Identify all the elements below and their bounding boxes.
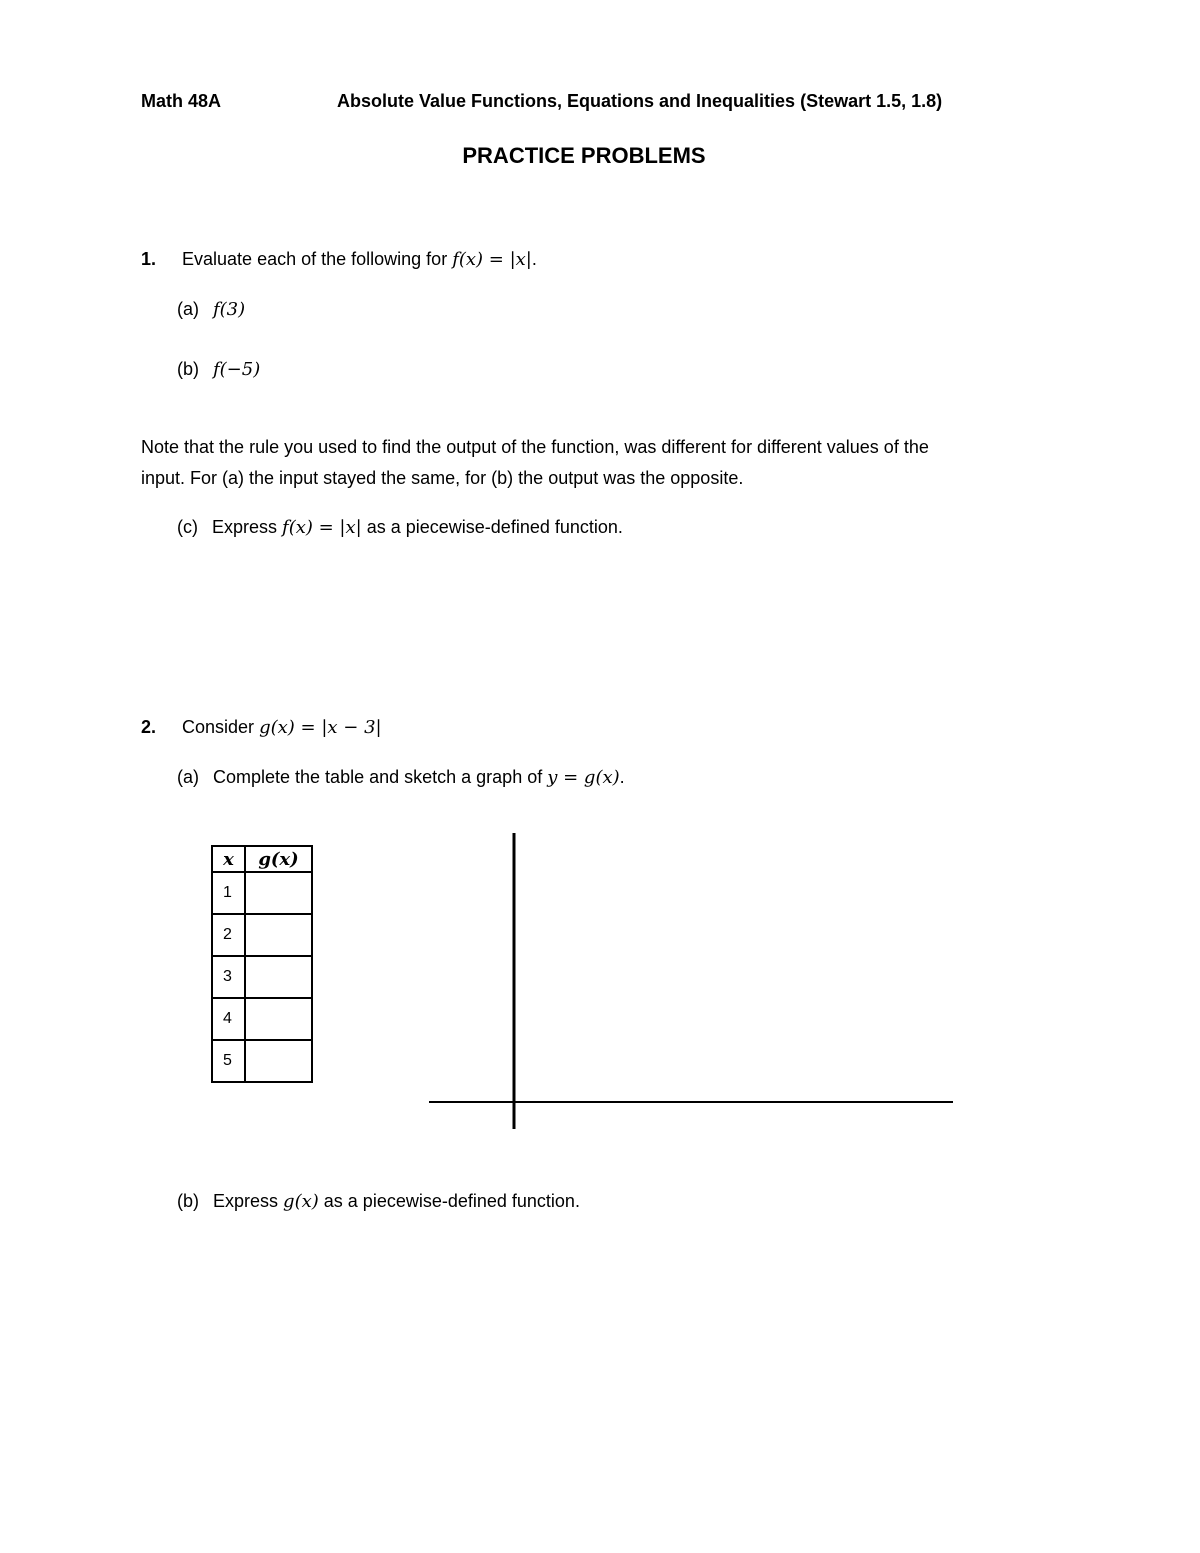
table-cell-gx-blank[interactable] <box>245 956 312 998</box>
problem1-part-c-pre: Express <box>212 517 278 537</box>
table-cell-gx-blank[interactable] <box>245 1040 312 1082</box>
problem1-part-c-math: f(x) = |x| <box>282 517 362 538</box>
problem2-part-b-math: g(x) <box>283 1191 319 1212</box>
page-title: PRACTICE PROBLEMS <box>462 143 706 168</box>
table-cell-x: 5 <box>212 1040 245 1082</box>
table-cell-gx-blank[interactable] <box>245 998 312 1040</box>
problem2-part-a-label: (a) <box>177 767 199 787</box>
table-row <box>212 914 312 956</box>
table-cell-x: 4 <box>212 998 245 1040</box>
problem1-part-c-post: as a piecewise-defined function. <box>366 517 623 537</box>
problem2-prompt-text: Consider <box>182 717 255 737</box>
problem1-part-a <box>177 299 245 320</box>
problem2-part-a-math: y = g(x) <box>547 767 620 788</box>
problem1-part-b <box>177 359 260 380</box>
problem1-prompt-text: Evaluate each of the following for <box>182 249 448 269</box>
table-header-x: x <box>212 846 245 872</box>
problem1-prompt <box>141 249 537 270</box>
topic-text: Absolute Value Functions, Equations and Inequalities <box>337 91 796 111</box>
problem1-part-c-label: (c) <box>177 517 198 537</box>
problem1-prompt-math: f(x) = |x| <box>452 249 532 270</box>
problem2-part-a <box>177 767 625 788</box>
table-cell-x: 3 <box>212 956 245 998</box>
problem1-note-line1: Note that the rule you used to find the output of the function, was different for different values of the <box>141 437 929 457</box>
problem1-part-b-label: (b) <box>177 359 199 379</box>
table-cell-gx-blank[interactable] <box>245 872 312 914</box>
problem1-note-line2: input. For (a) the input stayed the same, for (b) the output was the opposite. <box>141 468 744 488</box>
graph-axes[interactable] <box>420 825 960 1135</box>
course-label: Math 48A <box>141 91 222 111</box>
problem2-part-a-text: Complete the table and sketch a graph of <box>213 767 543 787</box>
problem1-part-a-math: f(3) <box>213 299 246 320</box>
table-row <box>212 998 312 1040</box>
table-cell-x: 1 <box>212 872 245 914</box>
table-header-row <box>212 846 312 872</box>
problem2-part-a-end: . <box>619 767 625 787</box>
values-table <box>211 845 313 1083</box>
problem1-part-a-label: (a) <box>177 299 199 319</box>
problem2-prompt <box>141 717 382 738</box>
table-header-gx: g(x) <box>245 846 312 872</box>
problem1-part-b-math: f(−5) <box>213 359 261 380</box>
problem1-prompt-end: . <box>531 249 537 269</box>
problem2-number: 2. <box>141 717 157 737</box>
table-cell-gx-blank[interactable] <box>245 914 312 956</box>
table-row <box>212 1040 312 1082</box>
problem2-part-b-pre: Express <box>213 1191 279 1211</box>
table-cell-x: 2 <box>212 914 245 956</box>
header-topic <box>337 91 942 112</box>
problem2-part-b-label: (b) <box>177 1191 199 1211</box>
table-row <box>212 872 312 914</box>
problem2-part-b-post: as a piecewise-defined function. <box>323 1191 580 1211</box>
problem2-prompt-math: g(x) = |x − 3| <box>259 717 382 738</box>
problem2-part-b <box>177 1191 580 1212</box>
table-row <box>212 956 312 998</box>
reference-text: (Stewart 1.5, 1.8) <box>800 91 943 111</box>
problem1-number: 1. <box>141 249 157 269</box>
problem1-part-c <box>177 517 623 538</box>
